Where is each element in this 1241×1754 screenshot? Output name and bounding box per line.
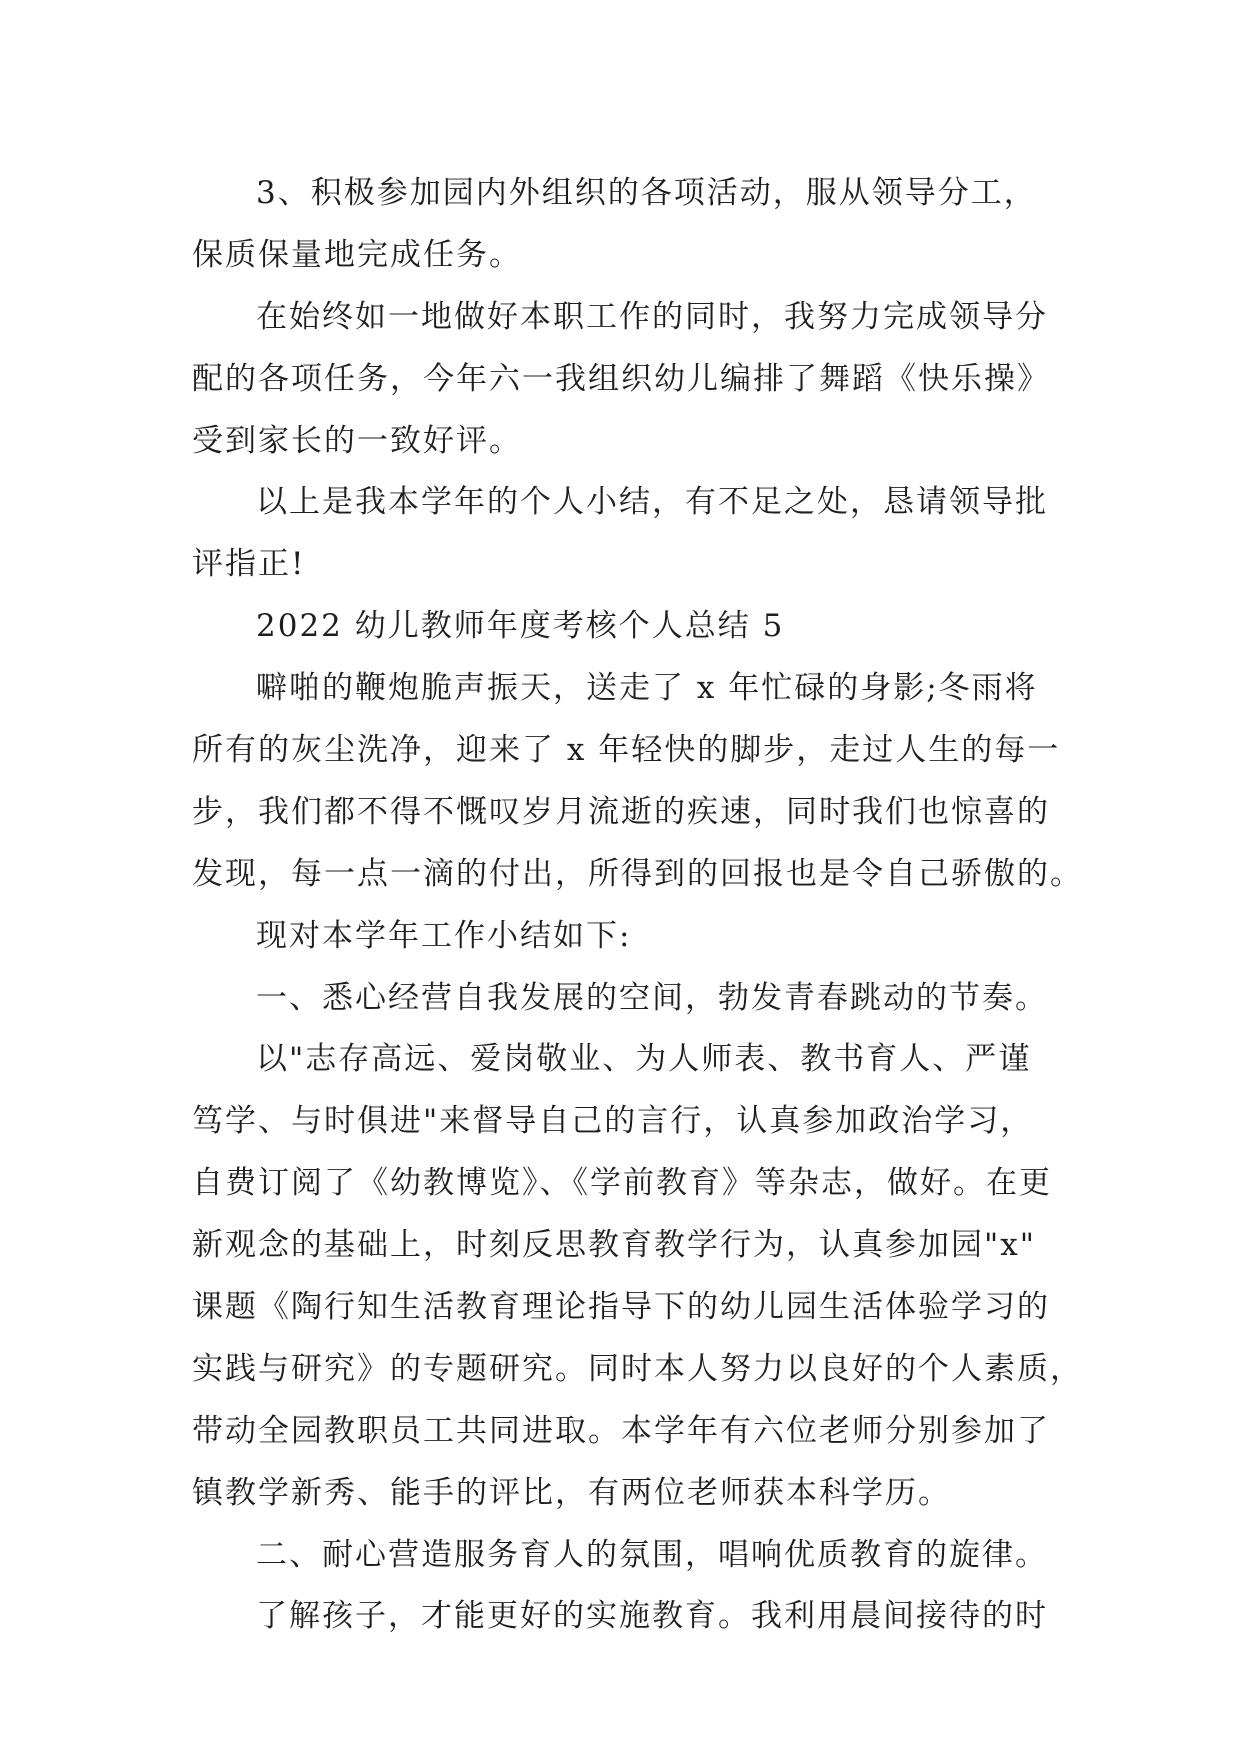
text-line: 现对本学年工作小结如下: [256,917,632,954]
text-line: 受到家长的一致好评。 [192,422,522,459]
text-line: 步，我们都不得不慨叹岁月流逝的疾速，同时我们也惊喜的 [192,793,1050,830]
text-line: 保质保量地完成任务。 [192,236,522,273]
text-line: 一、悉心经营自我发展的空间，勃发青春跳动的节奏。 [256,979,1048,1016]
text-line: 笃学、与时俱进"来督导自己的言行，认真参加政治学习， [192,1103,1034,1140]
text-line: 镇教学新秀、能手的评比，有两位老师获本科学历。 [192,1474,951,1511]
document-body [192,163,1083,1648]
text-line: 噼啪的鞭炮脆声振天，送走了 x 年忙碌的身影;冬雨将 [256,670,1038,707]
text-line: 发现，每一点一滴的付出，所得到的回报也是令自己骄傲的。 [192,855,1083,892]
text-line: 评指正! [192,546,306,583]
text-line: 二、耐心营造服务育人的氛围，唱响优质教育的旋律。 [256,1536,1048,1573]
text-line: 3、积极参加园内外组织的各项活动，服从领导分工， [256,175,1037,211]
text-line: 所有的灰尘洗净，迎来了 x 年轻快的脚步，走过人生的每一 [192,732,1061,769]
text-line: 配的各项任务，今年六一我组织幼儿编排了舞蹈《快乐操》 [192,360,1050,397]
text-line: 实践与研究》的专题研究。同时本人努力以良好的个人素质， [192,1350,1083,1387]
text-line: 在始终如一地做好本职工作的同时，我努力完成领导分 [256,298,1048,335]
text-line: 自费订阅了《幼教博览》、《学前教育》等杂志，做好。在更 [192,1165,1052,1202]
text-line: 课题《陶行知生活教育理论指导下的幼儿园生活体验学习的 [192,1289,1050,1326]
text-line: 新观念的基础上，时刻反思教育教学行为，认真参加园"x" [192,1227,1036,1264]
text-line: 以上是我本学年的个人小结，有不足之处，恳请领导批 [256,484,1048,521]
text-line: 了解孩子，才能更好的实施教育。我利用晨间接待的时 [256,1598,1048,1635]
text-line: 以"志存高远、爱岗敬业、为人师表、教书育人、严谨 [256,1041,1032,1078]
text-line: 2022 幼儿教师年度考核个人总结 5 [256,608,785,645]
text-line: 带动全园教职员工共同进取。本学年有六位老师分别参加了 [192,1412,1050,1449]
